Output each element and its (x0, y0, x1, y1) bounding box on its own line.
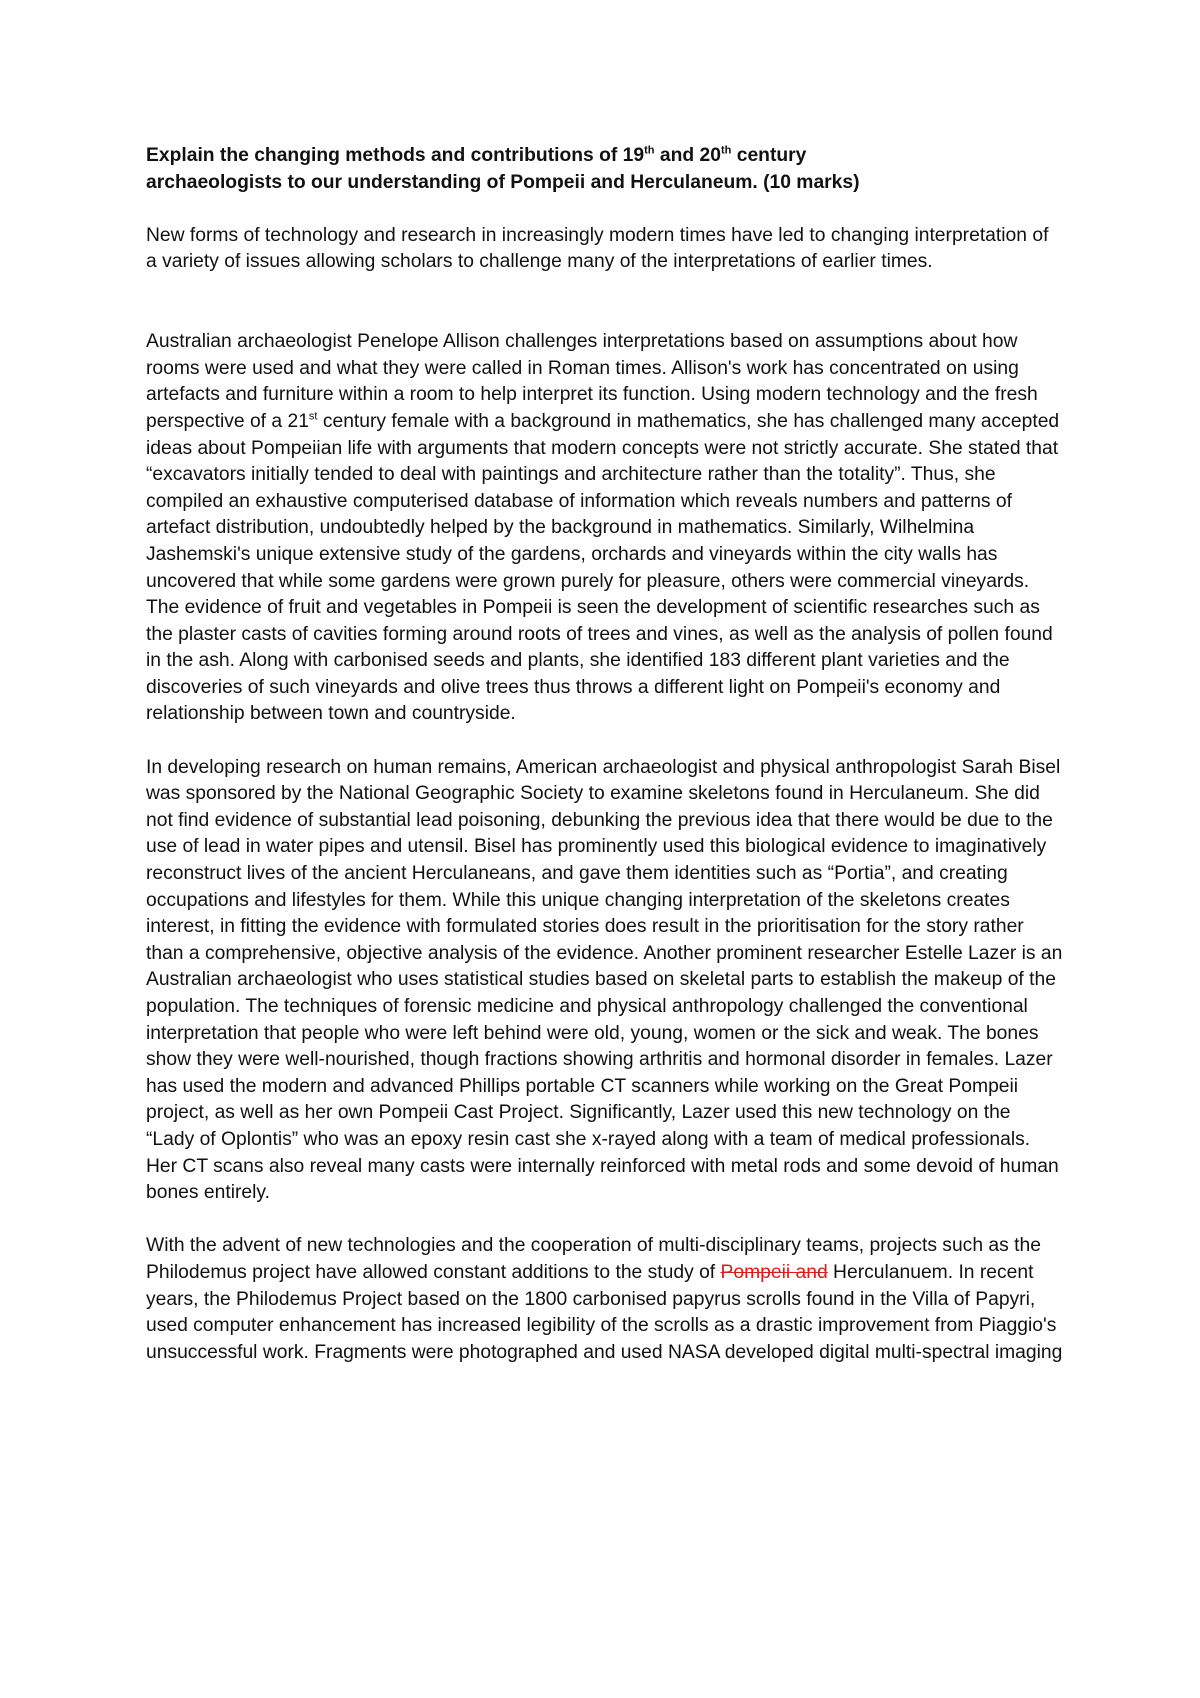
title-text-part1: Explain the changing methods and contributions of 19 (146, 145, 645, 166)
essay-question-title (146, 143, 1064, 196)
title-superscript: th (644, 144, 655, 157)
document-body (146, 143, 1064, 1366)
title-text-part2: and 20 (654, 145, 721, 166)
ordinal-superscript: st (308, 410, 318, 423)
intro-paragraph: New forms of technology and research in increasingly modern times have led to changing interpretation of a variety of issues allowing scholars to challenge many of the interpretations of earlier times. (146, 224, 1049, 273)
title-text-line2: archaeologists to our understanding of Pompeii and Herculaneum. (10 marks) (146, 171, 860, 193)
paragraph-spacer (146, 1207, 1064, 1234)
paragraph-spacer (146, 728, 1064, 755)
allison-paragraph (146, 329, 1064, 728)
philodemus-text-part2: Herculanuem. In recent years, the Philodemus Project based on the 1800 carbonised papyrus scrolls found in the Villa of Papyri, used computer enhancement has increased legibility of the scrolls as a drastic improvement from Piaggio's unsuccessful work. Fragments were photographed and used NASA developed digital multi-spectral imaging (146, 1261, 1063, 1363)
tracked-deletion: Pompeii and (720, 1261, 828, 1283)
title-text-part3: century (731, 145, 807, 166)
paragraph-spacer (146, 276, 1064, 329)
allison-text-part2: century female with a background in mathematics, she has challenged many accepted ideas about Pompeiian life with arguments that modern concepts were not strictly accurate. She stated that “excavators initially tended to deal with paintings and architecture rather than the totality”. Thus, she compiled an exhaustive computerised database of information which reveals numbers and patterns of artefact distribution, undoubtedly helped by the background in mathematics. Similarly, Wilhelmina Jashemski's unique extensive study of the gardens, orchards and vineyards within the city walls has uncovered that while some gardens were grown purely for pleasure, others were commercial vineyards. The evidence of fruit and vegetables in Pompeii is seen the development of scientific researches such as the plaster casts of cavities forming around roots of trees and vines, as well as the analysis of pollen found in the ash. Along with carbonised seeds and plants, she identified 183 different plant varieties and the discoveries of such vineyards and olive trees thus throws a different light on Pompeii's economy and relationship between town and countryside. (146, 410, 1060, 725)
philodemus-text-part1: With the advent of new technologies and the cooperation of multi-disciplinary teams, projects such as the Philodemus project have allowed constant additions to the study of (146, 1235, 1041, 1283)
allison-text-part1: Australian archaeologist Penelope Allison challenges interpretations based on assumptions about how rooms were used and what they were called in Roman times. Allison's work has concentrated on using artefacts and furniture within a room to help interpret its function. Using modern technology and the fresh perspective of a 21 (146, 331, 1038, 432)
bisel-lazer-paragraph: In developing research on human remains, American archaeologist and physical anthropologist Sarah Bisel was sponsored by the National Geographic Society to examine skeletons found in Herculaneum. She did not find evidence of substantial lead poisoning, debunking the previous idea that there would be due to the use of lead in water pipes and utensil. Bisel has prominently used this biological evidence to imaginatively reconstruct lives of the ancient Herculaneans, and gave them identities such as “Portia”, and creating occupations and lifestyles for them. While this unique changing interpretation of the skeletons creates interest, in fitting the evidence with formulated stories does result in the prioritisation for the story rather than a comprehensive, objective analysis of the evidence. Another prominent researcher Estelle Lazer is an Australian archaeologist who uses statistical studies based on skeletal parts to establish the makeup of the population. The techniques of forensic medicine and physical anthropology challenged the conventional interpretation that people who were left behind were old, young, women or the sick and weak. The bones show they were well-nourished, though fractions showing arthritis and hormonal disorder in females. Lazer has used the modern and advanced Phillips portable CT scanners while working on the Great Pompeii project, as well as her own Pompeii Cast Project. Significantly, Lazer used this new technology on the “Lady of Oplontis” who was an epoxy resin cast she x-rayed along with a team of medical professionals. Her CT scans also reveal many casts were internally reinforced with metal rods and some devoid of human bones entirely. (146, 756, 1063, 1204)
title-superscript: th (720, 144, 732, 157)
philodemus-paragraph (146, 1233, 1064, 1366)
